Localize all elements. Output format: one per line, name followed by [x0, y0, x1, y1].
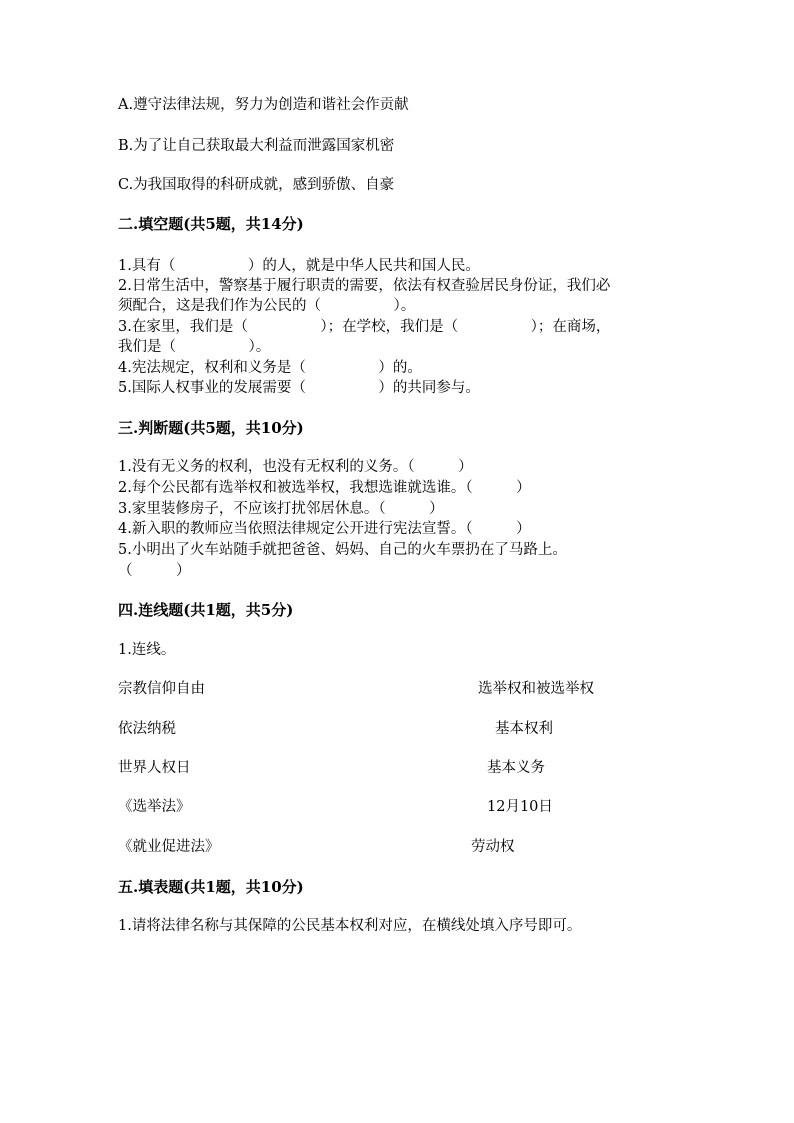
matching-left-item: 《就业促进法》: [118, 839, 220, 855]
true-false-q5-line2: （ ）: [118, 563, 191, 579]
true-false-q3: 3.家里装修房子，不应该打扰邻居休息。（ ）: [118, 501, 444, 517]
matching-right-item: 12月10日: [487, 799, 553, 815]
fill-blank-q2-line2: 须配合，这是我们作为公民的（ ）。: [118, 298, 416, 314]
matching-right-item: 劳动权: [471, 839, 515, 855]
matching-left-item: 依法纳税: [118, 721, 176, 737]
option-c: C.为我国取得的科研成就，感到骄傲、自豪: [118, 177, 395, 193]
section-heading-fill-table: 五.填表题(共1题，共10分): [118, 878, 304, 896]
true-false-q2: 2.每个公民都有选举权和被选举权，我想选谁就选谁。（ ）: [118, 480, 531, 496]
matching-right-item: 基本权利: [495, 721, 553, 737]
matching-right-item: 选举权和被选举权: [478, 681, 594, 697]
true-false-q1: 1.没有无义务的权利，也没有无权利的义务。（ ）: [118, 459, 473, 475]
section-heading-matching: 四.连线题(共1题，共5分): [118, 601, 294, 619]
true-false-q4: 4.新入职的教师应当依照法律规定公开进行宪法宣誓。（ ）: [118, 521, 531, 537]
section-heading-true-false: 三.判断题(共5题，共10分): [118, 419, 304, 437]
matching-left-item: 世界人权日: [118, 760, 191, 776]
option-b: B.为了让自己获取最大利益而泄露国家机密: [118, 138, 395, 154]
fill-blank-q5: 5.国际人权事业的发展需要（ ）的共同参与。: [118, 380, 480, 396]
fill-blank-q2-line1: 2.日常生活中，警察基于履行职责的需要，依法有权查验居民身份证，我们必: [118, 278, 611, 294]
matching-q1: 1.连线。: [118, 642, 176, 658]
option-a: A.遵守法律法规，努力为创造和谐社会作贡献: [118, 97, 409, 113]
fill-blank-q3-line1: 3.在家里，我们是（ ）；在学校，我们是（ ）；在商场，: [118, 319, 611, 335]
true-false-q5-line1: 5.小明出了火车站随手就把爸爸、妈妈、自己的火车票扔在了马路上。: [118, 542, 567, 558]
matching-right-item: 基本义务: [487, 760, 545, 776]
matching-left-item: 宗教信仰自由: [118, 681, 205, 697]
fill-table-q1: 1.请将法律名称与其保障的公民基本权利对应，在横线处填入序号即可。: [118, 918, 582, 934]
section-heading-fill-blank: 二.填空题(共5题，共14分): [118, 215, 304, 233]
fill-blank-q1: 1.具有（ ）的人，就是中华人民共和国人民。: [118, 258, 480, 274]
fill-blank-q4: 4.宪法规定，权利和义务是（ ）的。: [118, 360, 422, 376]
matching-left-item: 《选举法》: [118, 799, 191, 815]
fill-blank-q3-line2: 我们是（ ）。: [118, 339, 271, 355]
